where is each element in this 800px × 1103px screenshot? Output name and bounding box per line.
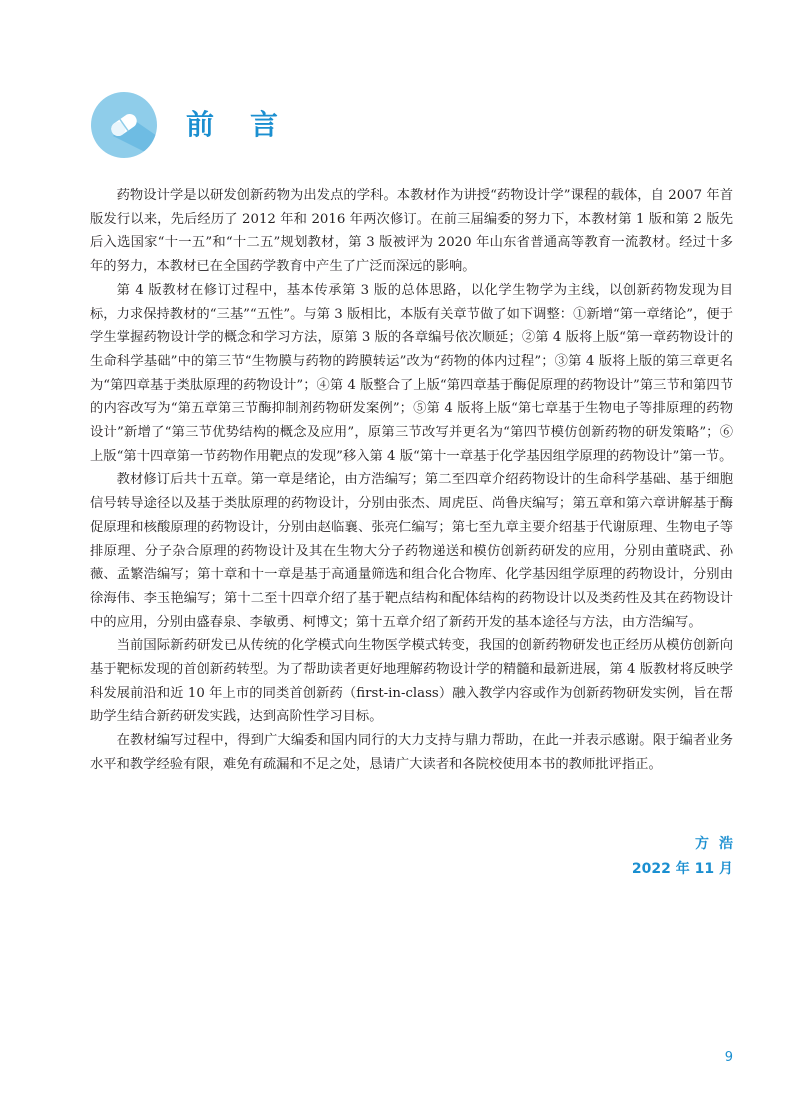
author-name: 方浩 <box>695 836 743 852</box>
paragraph: 第 4 版教材在修订过程中，基本传承第 3 版的总体思路，以化学生物学为主线，以创新药物发现为目标，力求保持教材的“三基”“五性”。与第 3 版相比，本版有关章节做了如下调整：①新增“第一章绪论”，便于学生掌握药物设计学的概念和学习方法，原第 3 版的各章编号依次顺延；②第 4 版将上版“第一章药物设计的生命科学基础”中的第三节“生物膜与药物的跨膜转运”改为“药物的体内过程”；③第 4 版将上版的第三章更名为“第四章基于类肽原理的药物设计”；④第 4 版整合了上版“第四章基于酶促原理的药物设计”第三节和第四节的内容改写为“第五章第三节酶抑制剂药物研发案例”；⑤第 4 版将上版“第七章基于生物电子等排原理的药物设计”新增了“第三节优势结构的概念及应用”，原第三节改写并更名为“第四节模仿创新药物的研发策略”；⑥上版“第十四章第一节药物作用靶点的发现”移入第 4 版“第十一章基于化学基因组学原理的药物设计”第一节。 <box>90 282 733 464</box>
signature-date: 2022 年 11 月 <box>631 861 733 877</box>
preface-body <box>90 184 733 777</box>
paragraph: 药物设计学是以研发创新药物为出发点的学科。本教材作为讲授“药物设计学”课程的载体，自 2007 年首版发行以来，先后经历了 2012 年和 2016 年两次修订。在前三届编委的努力下，本教材第 1 版和第 2 版先后入选国家“十一五”和“十二五”规划教材，第 3 版被评为 2020 年山东省普通高等教育一流教材。经过十多年的努力，本教材已在全国药学教育中产生了广泛而深远的影响。 <box>90 188 733 275</box>
paragraph: 当前国际新药研发已从传统的化学模式向生物医学模式转变，我国的创新药物研发也正经历从模仿创新向基于靶标发现的首创新药转型。为了帮助读者更好地理解药物设计学的精髓和最新进展，第 4 版教材将反映学科发展前沿和近 10 年上市的同类首创新药（first-in-class）融入教学内容或作为创新药物研发实例，旨在帮助学生结合新药研发实践，达到高阶性学习目标。 <box>90 638 733 725</box>
pill-capsule-icon <box>91 92 157 158</box>
signature-block <box>631 832 743 882</box>
capsule-graphic <box>91 92 157 158</box>
paragraph: 在教材编写过程中，得到广大编委和国内同行的大力支持与鼎力帮助，在此一并表示感谢。限于编者业务水平和教学经验有限，难免有疏漏和不足之处，恳请广大读者和各院校使用本书的教师批评指正。 <box>90 733 733 772</box>
page-title: 前言 <box>186 108 315 141</box>
paragraph: 教材修订后共十五章。第一章是绪论，由方浩编写；第二至四章介绍药物设计的生命科学基础、基于细胞信号转导途径以及基于类肽原理的药物设计，分别由张杰、周虎臣、尚鲁庆编写；第五章和第六章讲解基于酶促原理和核酸原理的药物设计，分别由赵临襄、张亮仁编写；第七至九章主要介绍基于代谢原理、生物电子等排原理、分子杂合原理的药物设计及其在生物大分子药物递送和模仿创新药研发的应用，分别由董晓武、孙薇、孟繁浩编写；第十章和十一章是基于高通量筛选和组合化合物库、化学基因组学原理的药物设计，分别由徐海伟、李玉艳编写；第十二至十四章介绍了基于靶点结构和配体结构的药物设计以及类药性及其在药物设计中的应用，分别由盛春泉、李敏勇、柯博文；第十五章介绍了新药开发的基本途径与方法，由方浩编写。 <box>90 472 733 630</box>
page-number: 9 <box>724 1050 733 1065</box>
